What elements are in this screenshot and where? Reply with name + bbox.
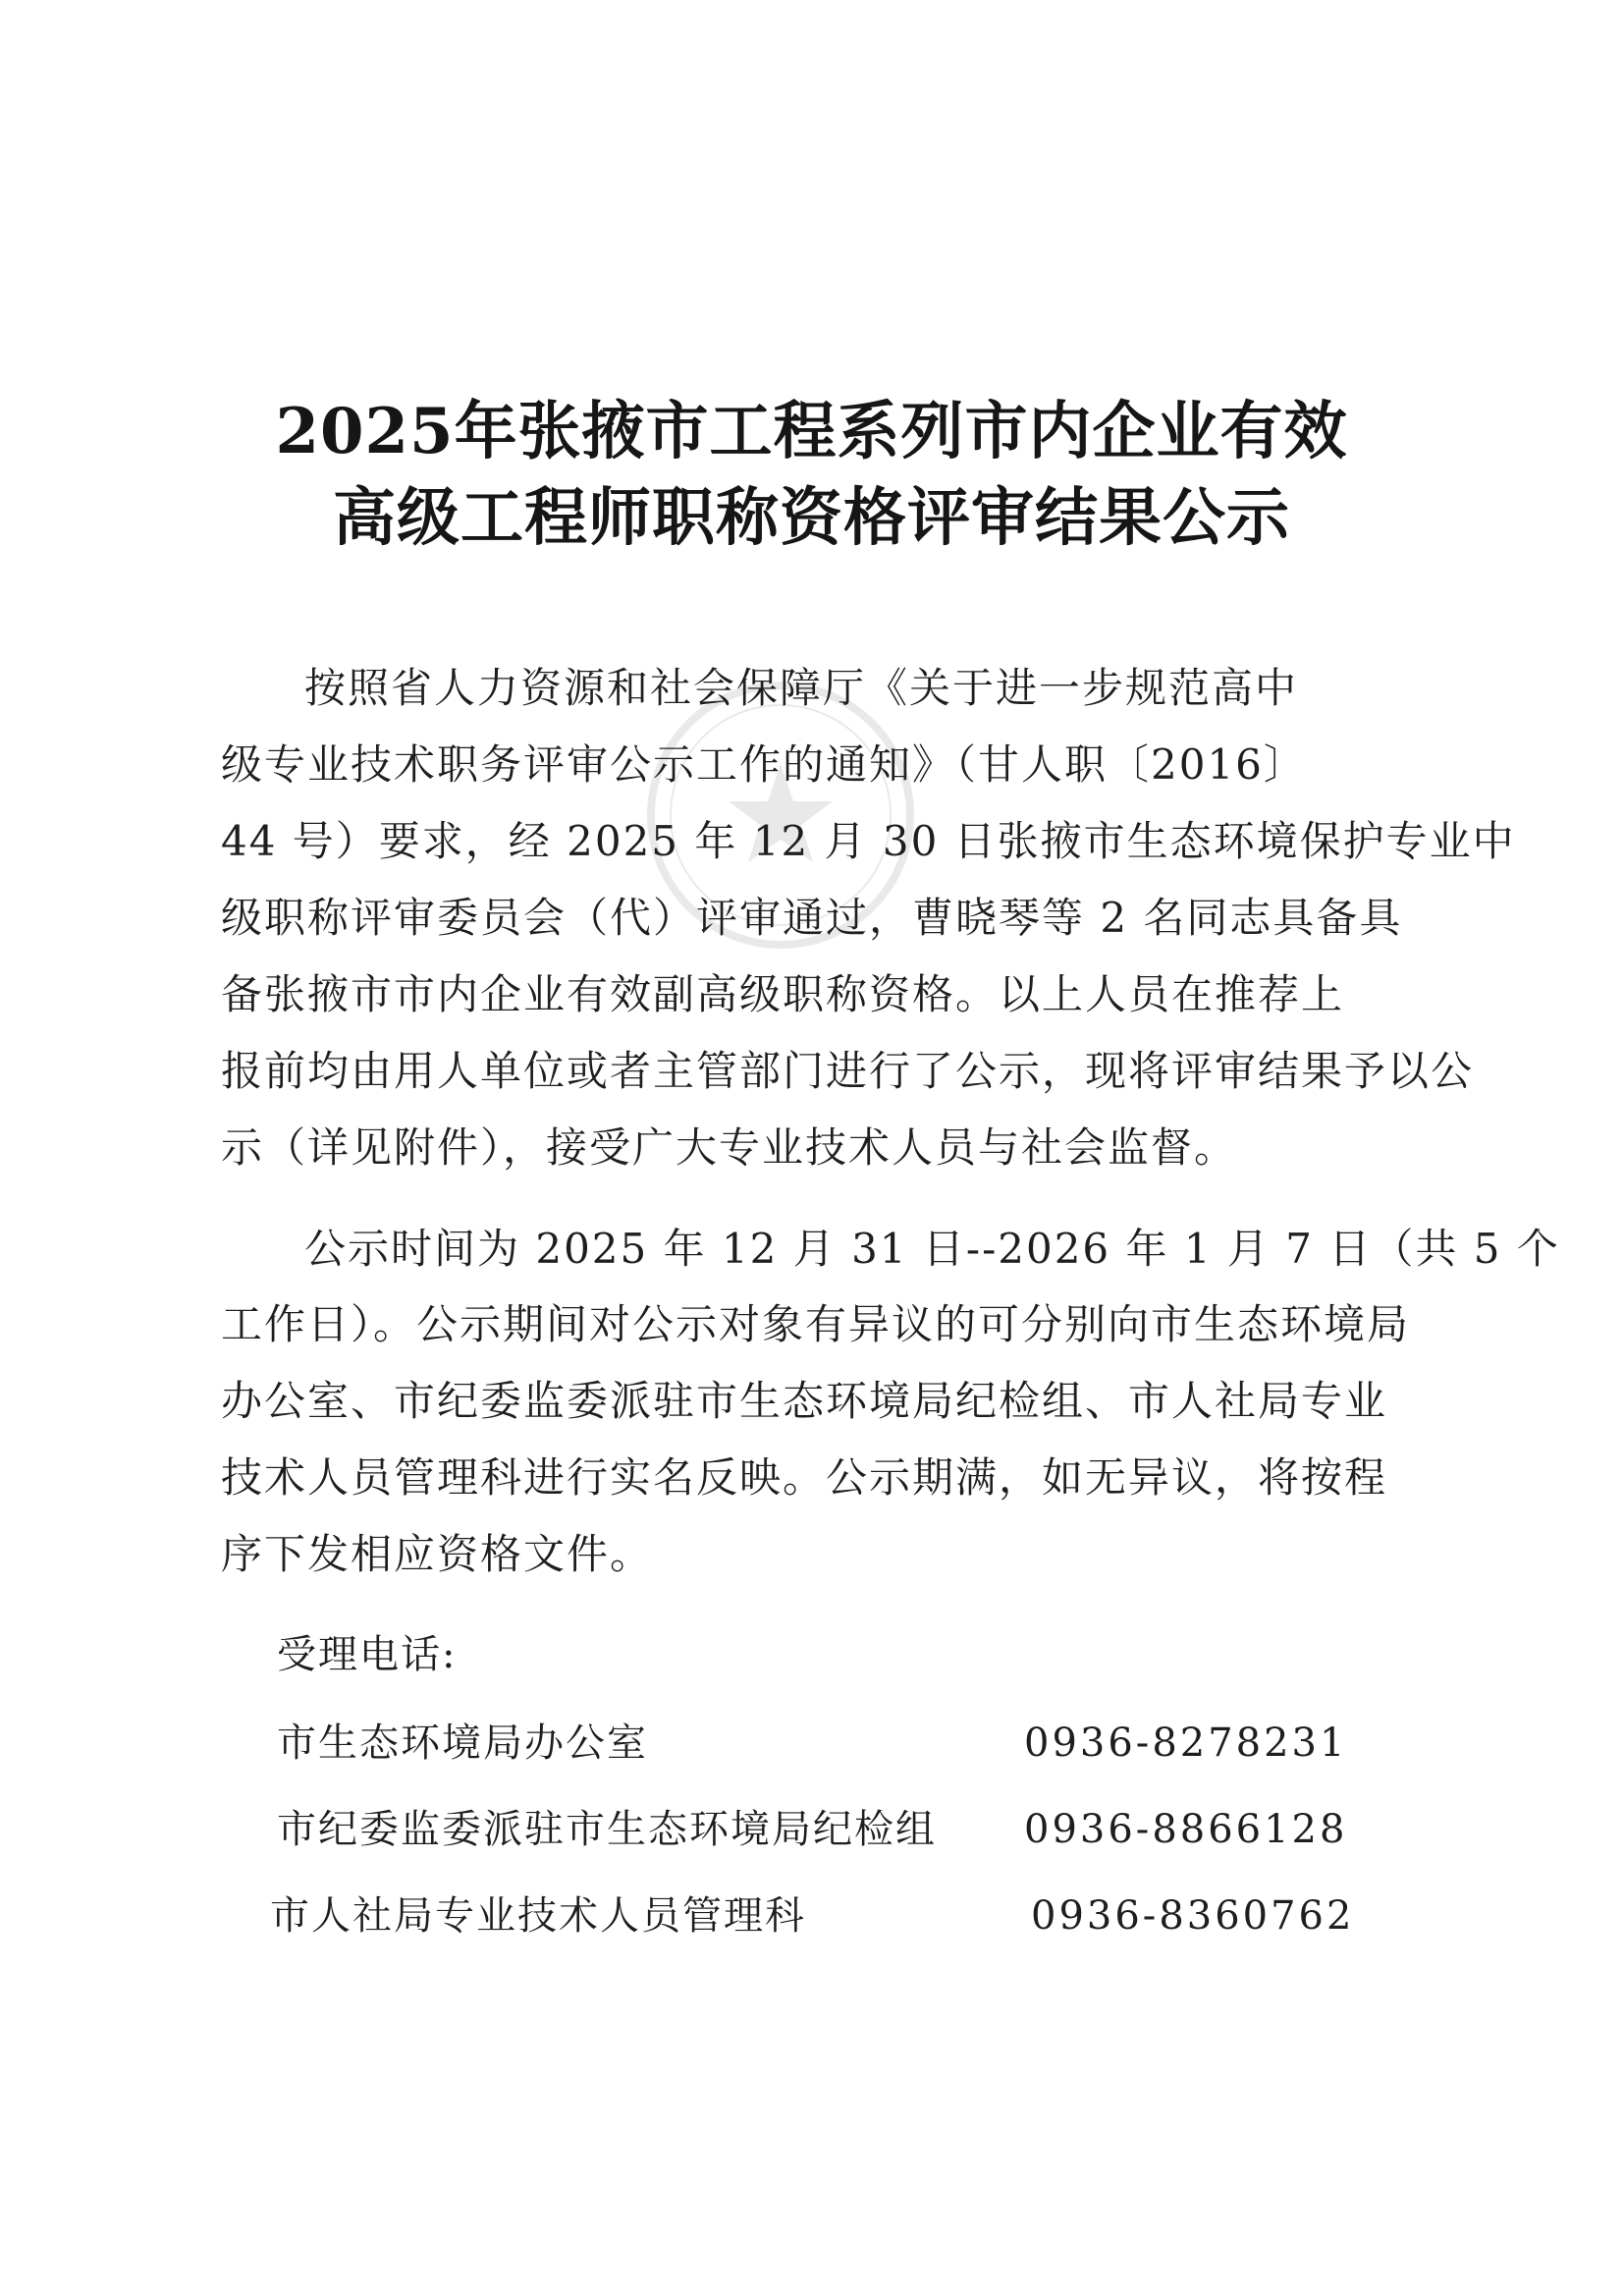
paragraph-2-line-5: 序下发相应资格文件。 — [221, 1530, 654, 1578]
paragraph-2-line-4: 技术人员管理科进行实名反映。公示期满，如无异议，将按程 — [221, 1453, 1388, 1502]
paragraph-1-line-4: 级职称评审委员会（代）评审通过，曹晓琴等 2 名同志具备具 — [221, 894, 1403, 942]
document-title-line-2: 高级工程师职称资格评审结果公示 — [333, 481, 1290, 555]
paragraph-2-line-3: 办公室、市纪委监委派驻市生态环境局纪检组、市人社局专业 — [221, 1377, 1388, 1425]
contact-label-2: 市纪委监委派驻市生态环境局纪检组 — [277, 1807, 937, 1852]
contact-phone-3: 0936-8360762 — [1031, 1893, 1355, 1939]
contact-label-1: 市生态环境局办公室 — [277, 1721, 648, 1766]
paragraph-1-line-3: 44 号）要求，经 2025 年 12 月 30 日张掖市生态环境保护专业中 — [221, 817, 1516, 865]
paragraph-1-line-5: 备张掖市市内企业有效副高级职称资格。以上人员在推荐上 — [221, 970, 1345, 1018]
contact-label-3: 市人社局专业技术人员管理科 — [270, 1893, 806, 1939]
contacts-heading: 受理电话: — [277, 1632, 458, 1677]
contact-phone-1: 0936-8278231 — [1024, 1721, 1348, 1766]
paragraph-1-line-6: 报前均由用人单位或者主管部门进行了公示，现将评审结果予以公 — [221, 1047, 1475, 1095]
paragraph-2-line-2: 工作日）。公示期间对公示对象有异议的可分别向市生态环境局 — [221, 1300, 1411, 1348]
document-title-line-1: 2025年张掖市工程系列市内企业有效 — [275, 395, 1348, 468]
contact-phone-2: 0936-8866128 — [1024, 1807, 1348, 1852]
paragraph-1-line-1: 按照省人力资源和社会保障厅《关于进一步规范高中 — [304, 664, 1299, 712]
paragraph-2-line-1: 公示时间为 2025 年 12 月 31 日--2026 年 1 月 7 日（共 5 个 — [304, 1225, 1560, 1273]
paragraph-1-line-2: 级专业技术职务评审公示工作的通知》（甘人职〔2016〕 — [221, 740, 1307, 789]
paragraph-1-line-7: 示（详见附件），接受广大专业技术人员与社会监督。 — [221, 1123, 1238, 1172]
